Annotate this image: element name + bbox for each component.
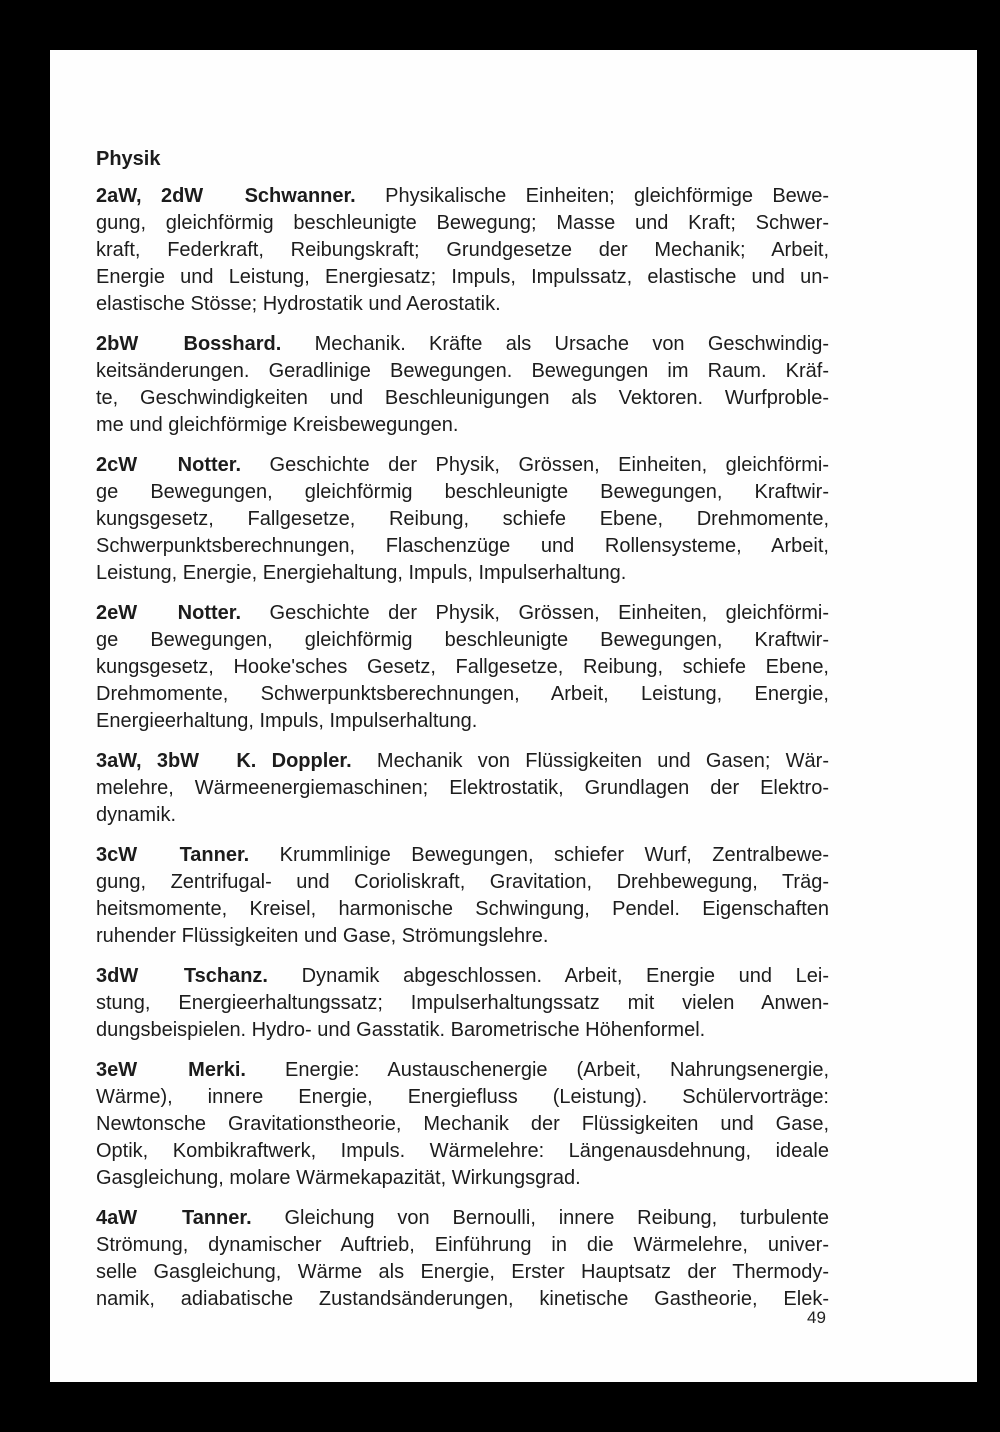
teacher-name: Tanner. — [181, 1207, 252, 1229]
line-text: Geschichte der Physik, Grössen, Einheiten, gleichförmi- — [269, 454, 829, 476]
teacher-name: Notter. — [177, 454, 241, 476]
text-line: elastische Stösse; Hydrostatik und Aerostatik. — [96, 293, 501, 315]
text-line — [96, 963, 829, 990]
text-line — [96, 748, 829, 775]
text-line: gung, gleichförmig beschleunigte Bewegung; Masse und Kraft; Schwer- — [96, 212, 829, 234]
line-text: Energie: Austauschenergie (Arbeit, Nahrungsenergie, — [285, 1059, 830, 1081]
text-line — [96, 842, 829, 869]
text-line: me und gleichförmige Kreisbewegungen. — [96, 414, 459, 436]
text-line — [96, 1057, 829, 1084]
text-line: Energie und Leistung, Energiesatz; Impuls, Impulssatz, elastische und un- — [96, 266, 829, 288]
text-line: Energieerhaltung, Impuls, Impulserhaltung. — [96, 710, 478, 732]
text-line: Gasgleichung, molare Wärmekapazität, Wirkungsgrad. — [96, 1167, 581, 1189]
teacher-name: Tschanz. — [183, 965, 268, 987]
text-line: Leistung, Energie, Energiehaltung, Impuls, Impulserhaltung. — [96, 562, 627, 584]
text-line: heitsmomente, Kreisel, harmonische Schwingung, Pendel. Eigenschaften — [96, 898, 829, 920]
teacher-name: Notter. — [177, 602, 241, 624]
course-entry — [96, 1205, 829, 1313]
line-text: Gleichung von Bernoulli, innere Reibung, turbulente — [284, 1207, 830, 1229]
text-line: melehre, Wärmeenergiemaschinen; Elektrostatik, Grundlagen der Elektro- — [96, 777, 829, 799]
line-text: Krummlinige Bewegungen, schiefer Wurf, Zentralbewe- — [279, 844, 829, 866]
text-line: Newtonsche Gravitationstheorie, Mechanik der Flüssigkeiten und Gase, — [96, 1113, 829, 1135]
text-line: namik, adiabatische Zustandsänderungen, kinetische Gastheorie, Elek- — [96, 1288, 829, 1310]
course-entry — [96, 963, 829, 1044]
class-code: 3aW, 3bW — [96, 750, 200, 772]
text-line: kungsgesetz, Hooke'sches Gesetz, Fallgesetze, Reibung, schiefe Ebene, — [96, 656, 829, 678]
text-line: kungsgesetz, Fallgesetze, Reibung, schiefe Ebene, Drehmomente, — [96, 508, 829, 530]
course-entry — [96, 452, 829, 587]
text-line: Drehmomente, Schwerpunktsberechnungen, Arbeit, Leistung, Energie, — [96, 683, 829, 705]
text-line: dynamik. — [96, 804, 177, 826]
line-text: Physikalische Einheiten; gleichförmige Bewe- — [385, 185, 830, 207]
course-entry — [96, 748, 829, 829]
course-entry — [96, 183, 829, 318]
text-line — [96, 600, 829, 627]
page-content — [96, 146, 829, 1326]
text-line: keitsänderungen. Geradlinige Bewegungen. Bewegungen im Raum. Kräf- — [96, 360, 829, 382]
class-code: 2aW, 2dW — [96, 185, 204, 207]
line-text: Dynamik abgeschlossen. Arbeit, Energie und Lei- — [301, 965, 829, 987]
text-line: Wärme), innere Energie, Energiefluss (Leistung). Schülervorträge: — [96, 1086, 829, 1108]
text-line: gung, Zentrifugal- und Corioliskraft, Gravitation, Drehbewegung, Träg- — [96, 871, 829, 893]
course-entry — [96, 842, 829, 950]
text-line: Strömung, dynamischer Auftrieb, Einführung in die Wärmelehre, univer- — [96, 1234, 829, 1256]
line-text: Geschichte der Physik, Grössen, Einheiten, gleichförmi- — [269, 602, 829, 624]
class-code: 2cW — [96, 454, 138, 476]
line-text: Mechanik von Flüssigkeiten und Gasen; Wär- — [376, 750, 830, 772]
text-line: ruhender Flüssigkeiten und Gase, Strömungslehre. — [96, 925, 549, 947]
class-code: 2eW — [96, 602, 138, 624]
text-line — [96, 331, 829, 358]
document-page — [50, 50, 977, 1382]
text-line — [96, 183, 829, 210]
text-line: Schwerpunktsberechnungen, Flaschenzüge und Rollensysteme, Arbeit, — [96, 535, 829, 557]
text-line: kraft, Federkraft, Reibungskraft; Grundgesetze der Mechanik; Arbeit, — [96, 239, 829, 261]
course-entry — [96, 600, 829, 735]
text-line: Optik, Kombikraftwerk, Impuls. Wärmelehre: Längenausdehnung, ideale — [96, 1140, 829, 1162]
text-line — [96, 1205, 829, 1232]
teacher-name: Bosshard. — [183, 333, 282, 355]
class-code: 2bW — [96, 333, 139, 355]
class-code: 3dW — [96, 965, 139, 987]
teacher-name: Tanner. — [179, 844, 250, 866]
text-line: ge Bewegungen, gleichförmig beschleunigte Bewegungen, Kraftwir- — [96, 481, 829, 503]
text-line: te, Geschwindigkeiten und Beschleunigungen als Vektoren. Wurfproble- — [96, 387, 829, 409]
text-line: ge Bewegungen, gleichförmig beschleunigte Bewegungen, Kraftwir- — [96, 629, 829, 651]
section-title: Physik — [96, 148, 161, 170]
class-code: 3eW — [96, 1059, 138, 1081]
text-line: stung, Energieerhaltungssatz; Impulserhaltungssatz mit vielen Anwen- — [96, 992, 829, 1014]
line-text: Mechanik. Kräfte als Ursache von Geschwindig- — [314, 333, 830, 355]
course-entry — [96, 1057, 829, 1192]
class-code: 4aW — [96, 1207, 138, 1229]
class-code: 3cW — [96, 844, 138, 866]
text-line: selle Gasgleichung, Wärme als Energie, Erster Hauptsatz der Thermody- — [96, 1261, 829, 1283]
course-list — [96, 183, 829, 1313]
text-line: dungsbeispielen. Hydro- und Gasstatik. Barometrische Höhenformel. — [96, 1019, 706, 1041]
text-line — [96, 452, 829, 479]
teacher-name: Merki. — [188, 1059, 246, 1081]
page-number: 49 — [807, 1308, 826, 1327]
teacher-name: Schwanner. — [244, 185, 356, 207]
teacher-name: K. Doppler. — [236, 750, 352, 772]
course-entry — [96, 331, 829, 439]
